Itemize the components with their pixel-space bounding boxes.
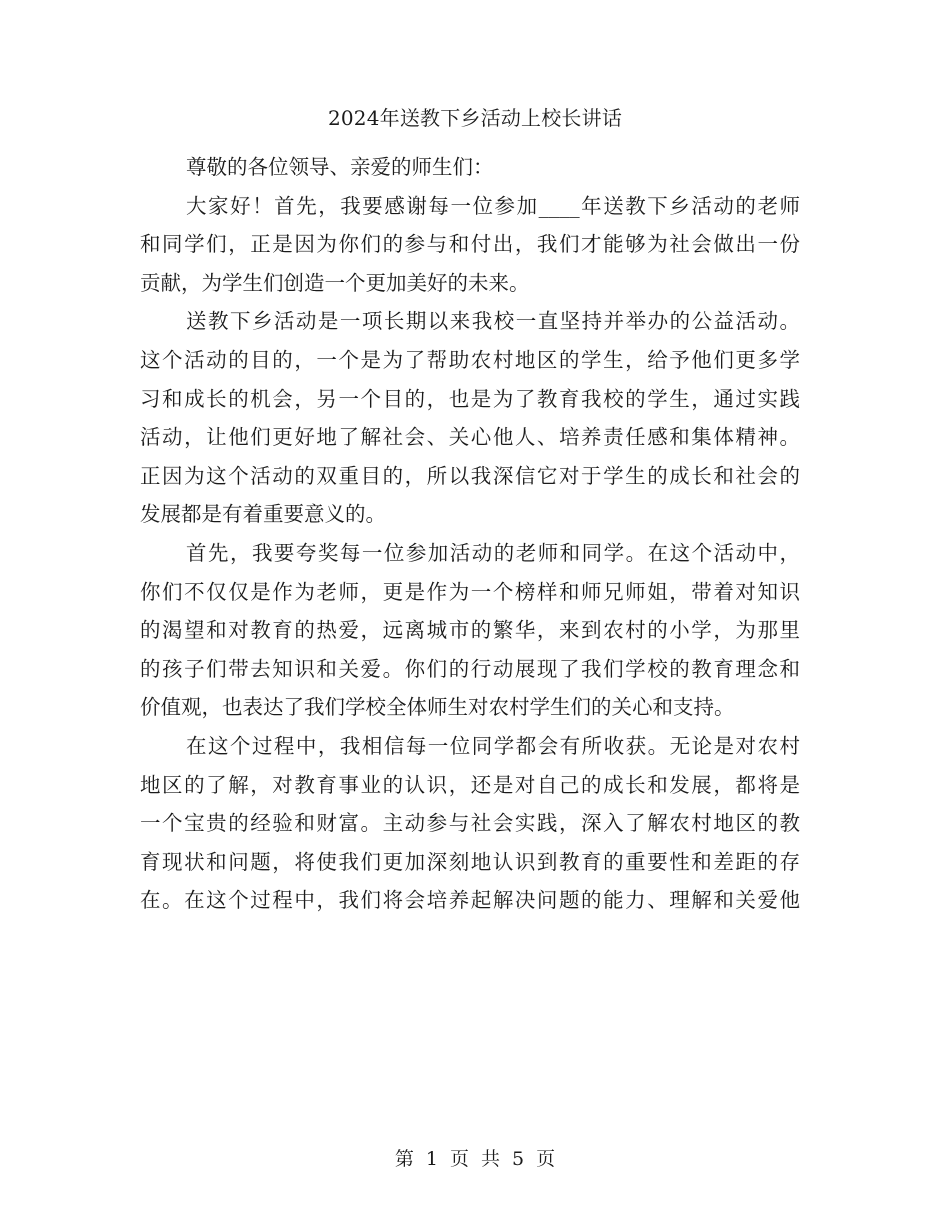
text-line: 贡献，为学生们创造一个更加美好的未来。 [140,270,530,295]
text-line: 你们不仅仅是作为老师，更是作为一个榜样和师兄师姐，带着对知识 [140,579,800,604]
text-line: 首先，我要夸奖每一位参加活动的老师和同学。在这个活动中， [186,540,800,565]
text-line: 习和成长的机会，另一个目的，也是为了教育我校的学生，通过实践 [140,386,800,411]
text-line: 大家好！首先，我要感谢每一位参加____年送教下乡活动的老师 [186,193,800,218]
text-line: 送教下乡活动是一项长期以来我校一直坚持并举办的公益活动。 [186,309,800,334]
text-line: 地区的了解，对教育事业的认识，还是对自己的成长和发展，都将是 [140,772,800,797]
paragraph [140,187,800,303]
text-line: 这个活动的目的，一个是为了帮助农村地区的学生，给予他们更多学 [140,347,800,372]
paragraph [140,727,800,920]
text-line: 在这个过程中，我相信每一位同学都会有所收获。无论是对农村 [186,733,800,758]
text-line: 和同学们，正是因为你们的参与和付出，我们才能够为社会做出一份 [140,232,800,257]
text-line: 价值观，也表达了我们学校全体师生对农村学生们的关心和支持。 [140,695,735,720]
text-line: 一个宝贵的经验和财富。主动参与社会实践，深入了解农村地区的教 [140,811,800,836]
document-title: 2024年送教下乡活动上校长讲话 [327,106,623,130]
text-line: 正因为这个活动的双重目的，所以我深信它对于学生的成长和社会的 [140,463,800,488]
text-line: 发展都是有着重要意义的。 [140,502,386,527]
text-line: 活动，让他们更好地了解社会、关心他人、培养责任感和集体精神。 [140,425,800,450]
text-line: 育现状和问题，将使我们更加深刻地认识到教育的重要性和差距的存 [140,849,800,874]
page-number-footer: 第 1 页 共 5 页 [394,1148,556,1170]
text-line: 尊敬的各位领导、亲爱的师生们： [186,155,494,179]
text-line: 在。在这个过程中，我们将会培养起解决问题的能力、理解和关爱他 [140,888,800,913]
paragraph [140,534,800,727]
text-line: 的孩子们带去知识和关爱。你们的行动展现了我们学校的教育理念和 [140,656,800,681]
document-body [140,148,800,920]
paragraph [140,148,800,187]
paragraph [140,302,800,534]
text-line: 的渴望和对教育的热爱，远离城市的繁华，来到农村的小学，为那里 [140,618,800,643]
